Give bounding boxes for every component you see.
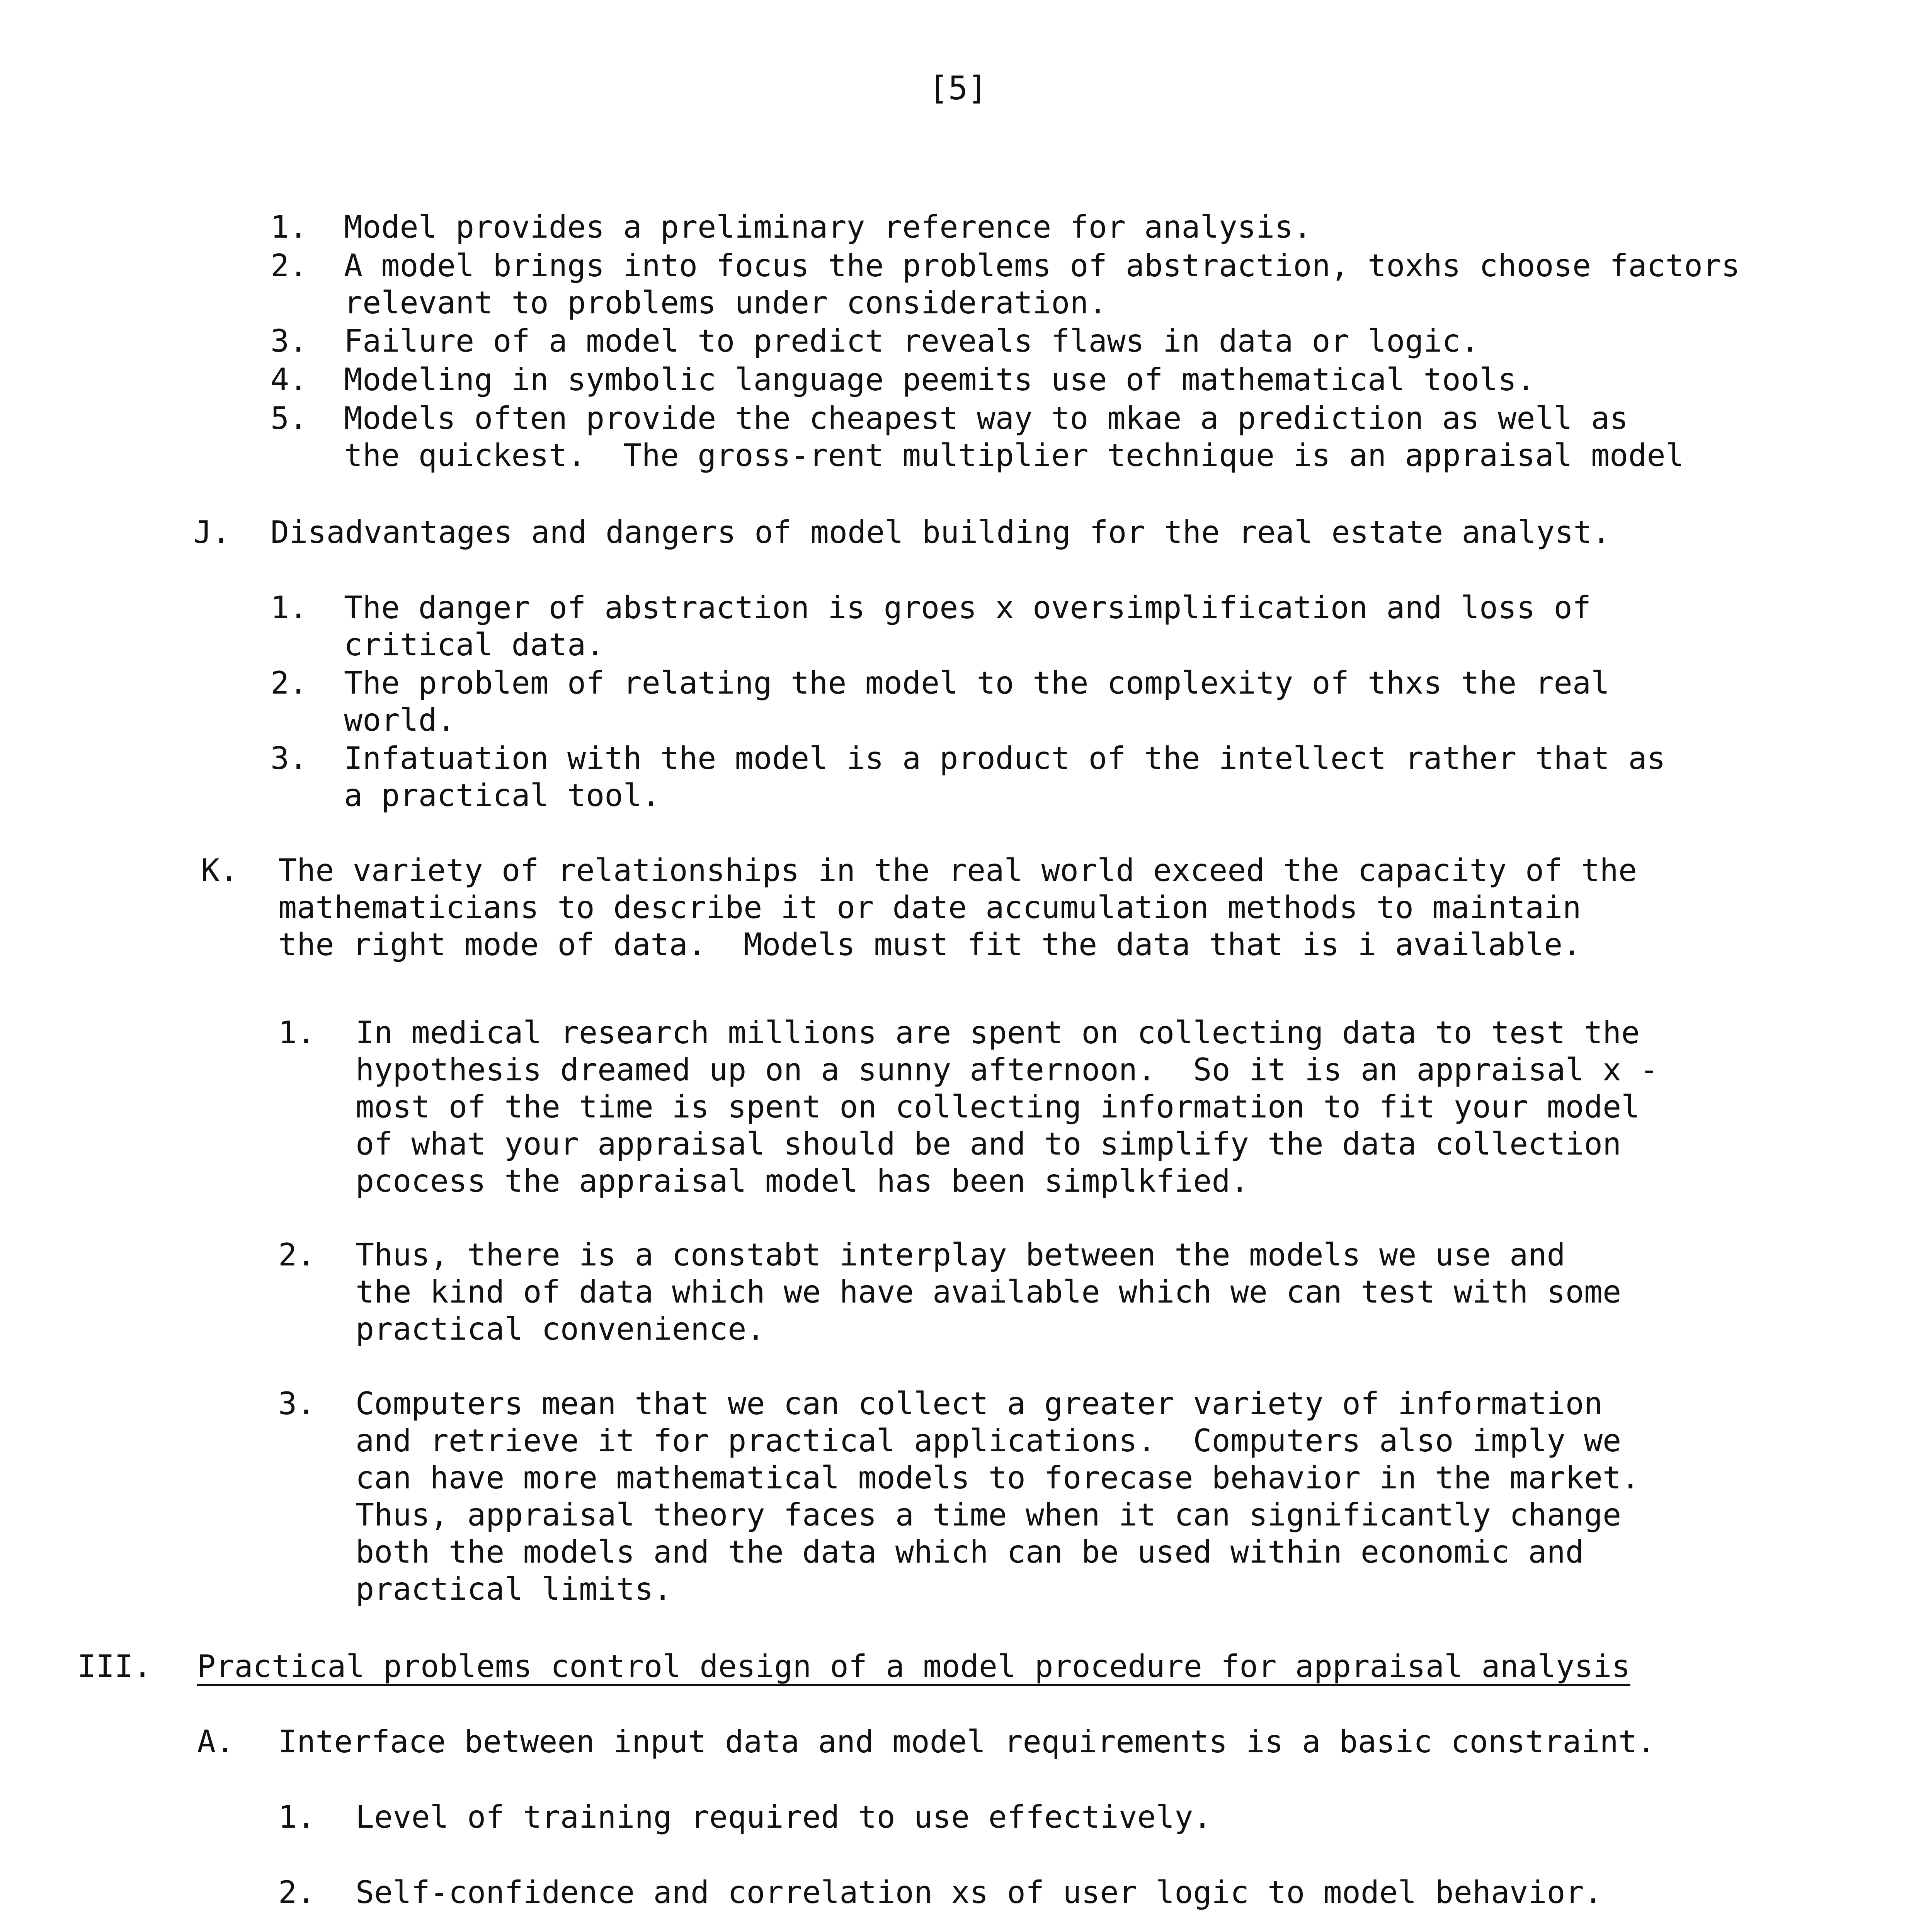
list-item xyxy=(271,665,1610,739)
item-marker: 1. xyxy=(271,590,308,626)
item-text: Infatuation with the model is a product of the intellect rather that as a practical tool. xyxy=(344,740,1666,813)
item-text: Modeling in symbolic language peemits use of mathematical tools. xyxy=(344,362,1535,398)
item-text: In medical research millions are spent on collecting data to test the hypothesis dreamed up on a sunny afternoon. So it is an appraisal x - most of the time is spent on collecting information to fit your model of what your appraisal should be and to simplify the data collection pcocess the appraisal model has been simplkfied. xyxy=(356,1015,1659,1199)
item-marker: A. xyxy=(197,1724,235,1760)
list-item xyxy=(278,1799,1212,1836)
list-item xyxy=(278,1014,1658,1200)
item-marker: 1. xyxy=(278,1799,316,1835)
item-marker: 5. xyxy=(271,400,308,436)
list-item xyxy=(271,209,1312,246)
list-item xyxy=(271,740,1666,814)
item-text: Computers mean that we can collect a greater variety of information and retrieve it for practical applications. Computers also imply we can have more mathematical models to forecase behavior in the market. Thus, appraisal theory faces a time when it can significantly change both the models and the data which can be used within economic and practical limits. xyxy=(356,1386,1640,1607)
item-text: Model provides a preliminary reference for analysis. xyxy=(344,209,1312,245)
item-marker: 2. xyxy=(271,248,308,284)
section-heading xyxy=(201,852,1637,963)
item-text: The danger of abstraction is groes x oversimplification and loss of critical data. xyxy=(344,590,1591,663)
list-item xyxy=(271,589,1591,663)
item-marker: III. xyxy=(77,1648,152,1684)
section-heading xyxy=(77,1648,1630,1685)
item-marker: 2. xyxy=(271,665,308,701)
section-heading xyxy=(193,514,1611,551)
item-text: Failure of a model to predict reveals flaws in data or logic. xyxy=(344,323,1480,359)
item-marker: 2. xyxy=(278,1237,316,1273)
item-marker: 1. xyxy=(271,209,308,245)
item-marker: 3. xyxy=(271,323,308,359)
item-text: Practical problems control design of a model procedure for appraisal analysis xyxy=(197,1648,1630,1684)
item-text: Models often provide the cheapest way to mkae a prediction as well as the quickest. The gross-rent multiplier technique is an appraisal model xyxy=(344,400,1684,473)
item-text: Level of training required to use effectively. xyxy=(356,1799,1212,1835)
list-item xyxy=(278,1385,1640,1608)
list-item xyxy=(278,1236,1621,1348)
page-number: [5] xyxy=(929,69,987,107)
item-text: The problem of relating the model to the complexity of thxs the real world. xyxy=(344,665,1610,738)
item-marker: 3. xyxy=(278,1386,316,1422)
item-marker: K. xyxy=(201,852,238,888)
list-item xyxy=(271,361,1535,398)
item-marker: 4. xyxy=(271,362,308,398)
item-marker: 2. xyxy=(278,1874,316,1910)
section-heading xyxy=(197,1723,1656,1760)
item-text: Interface between input data and model requirements is a basic constraint. xyxy=(278,1724,1656,1760)
item-text: Disadvantages and dangers of model building for the real estate analyst. xyxy=(271,514,1611,550)
item-marker: 1. xyxy=(278,1015,316,1051)
list-item xyxy=(271,400,1684,474)
item-text: Self-confidence and correlation xs of user logic to model behavior. xyxy=(356,1874,1603,1910)
item-text: The variety of relationships in the real world exceed the capacity of the mathematicians to describe it or date accumulation methods to maintain the right mode of data. Models must fit the data that is i available. xyxy=(278,852,1637,963)
list-item xyxy=(271,323,1479,360)
item-marker: J. xyxy=(193,514,231,550)
item-text: A model brings into focus the problems of abstraction, toxhs choose factors relevant to problems under consideration. xyxy=(344,248,1740,321)
list-item xyxy=(271,247,1740,321)
item-marker: 3. xyxy=(271,740,308,776)
item-text: Thus, there is a constabt interplay between the models we use and the kind of data which we have available which we can test with some practical convenience. xyxy=(356,1237,1622,1347)
list-item xyxy=(278,1874,1603,1911)
